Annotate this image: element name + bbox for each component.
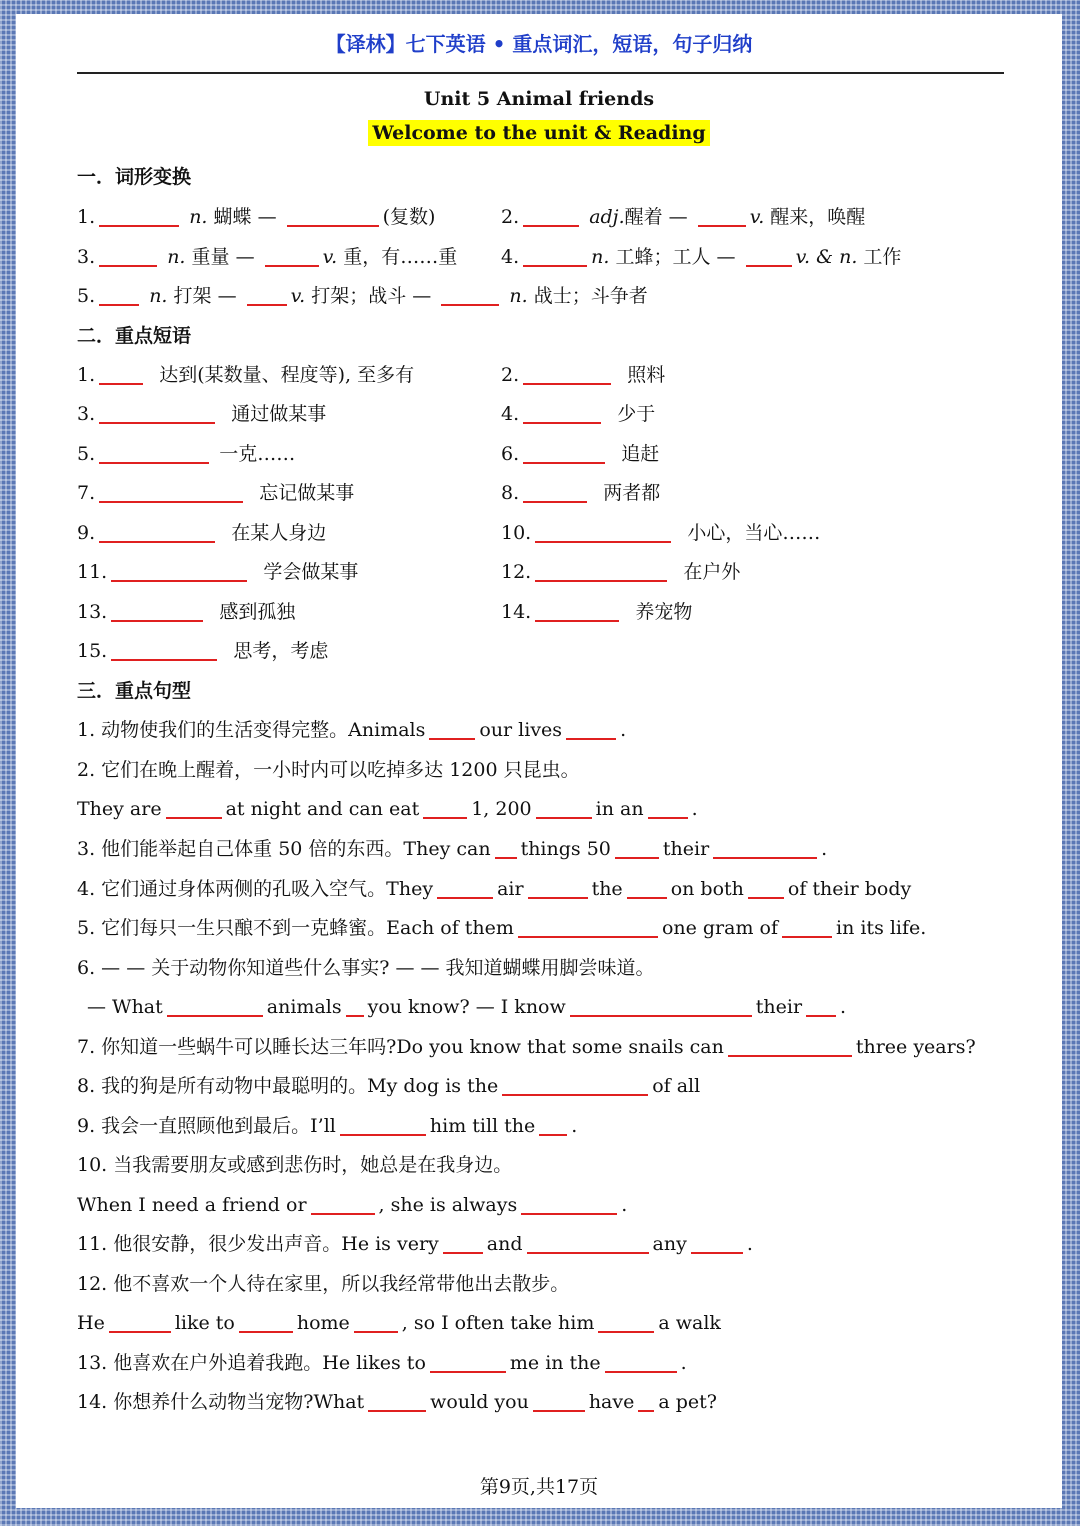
phrase-item bbox=[501, 557, 740, 587]
sentence-item-4 bbox=[77, 874, 911, 904]
chinese-meaning: 忘记做某事 bbox=[259, 482, 355, 504]
answer-blank[interactable] bbox=[523, 442, 605, 464]
worksheet-page bbox=[16, 14, 1062, 1508]
sentence-text: They are bbox=[77, 798, 162, 820]
section-heading-vocab: 一．词形变换 bbox=[77, 166, 192, 188]
answer-blank[interactable] bbox=[536, 797, 592, 819]
phrase-item bbox=[77, 597, 295, 627]
item-number: 6. bbox=[501, 443, 520, 465]
sentence-text: their bbox=[662, 838, 710, 860]
answer-blank[interactable] bbox=[99, 481, 243, 503]
sentence-text: 14. 你想养什么动物当宠物?What bbox=[77, 1391, 365, 1413]
answer-blank[interactable] bbox=[111, 639, 217, 661]
part-of-speech: v. bbox=[290, 285, 306, 307]
answer-blank[interactable] bbox=[111, 560, 247, 582]
dash: — bbox=[217, 285, 237, 307]
sentence-text: . bbox=[571, 1115, 578, 1137]
sentence-item-2 bbox=[77, 755, 580, 785]
chinese-meaning: (复数) bbox=[382, 206, 436, 228]
chinese-meaning: 战士；斗争者 bbox=[533, 285, 648, 307]
phrase-item bbox=[77, 557, 358, 587]
answer-blank[interactable] bbox=[533, 1390, 585, 1412]
sentence-text: in its life. bbox=[836, 917, 927, 939]
answer-blank[interactable] bbox=[441, 284, 499, 306]
sentence-item-6-english bbox=[87, 992, 846, 1022]
answer-blank[interactable] bbox=[437, 877, 493, 899]
item-number: 10. bbox=[501, 522, 532, 544]
answer-blank[interactable] bbox=[518, 916, 658, 938]
answer-blank[interactable] bbox=[354, 1311, 398, 1333]
answer-blank[interactable] bbox=[99, 245, 157, 267]
answer-blank[interactable] bbox=[638, 1390, 654, 1412]
chinese-meaning: 在户外 bbox=[683, 561, 741, 583]
sentence-item-9 bbox=[77, 1111, 577, 1141]
sentence-text: have bbox=[588, 1391, 635, 1413]
sentence-text: 9. 我会一直照顾他到最后。I’ll bbox=[77, 1115, 336, 1137]
chinese-meaning: 重量 bbox=[191, 246, 230, 268]
part-of-speech: n. bbox=[189, 206, 208, 228]
sentence-item-6 bbox=[77, 953, 655, 983]
answer-blank[interactable] bbox=[430, 1351, 506, 1373]
answer-blank[interactable] bbox=[523, 481, 587, 503]
sentence-item-14 bbox=[77, 1387, 717, 1417]
sentence-text: . bbox=[821, 838, 828, 860]
phrase-item bbox=[501, 478, 660, 508]
item-number: 1. bbox=[77, 364, 96, 386]
chinese-meaning: 通过做某事 bbox=[231, 403, 327, 425]
sentence-text: one gram of bbox=[661, 917, 778, 939]
answer-blank[interactable] bbox=[99, 205, 179, 227]
phrase-item bbox=[501, 360, 665, 390]
sentence-text: 3. 他们能举起自己体重 50 倍的东西。They can bbox=[77, 838, 491, 860]
item-number: 13. bbox=[77, 601, 108, 623]
chinese-meaning: 感到孤独 bbox=[219, 601, 296, 623]
dash: — bbox=[235, 246, 255, 268]
answer-blank[interactable] bbox=[99, 521, 215, 543]
answer-blank[interactable] bbox=[605, 1351, 677, 1373]
answer-blank[interactable] bbox=[443, 1232, 483, 1254]
answer-blank[interactable] bbox=[535, 521, 671, 543]
section-heading-sentences: 三．重点句型 bbox=[77, 680, 192, 702]
answer-blank[interactable] bbox=[311, 1193, 375, 1215]
item-number: 9. bbox=[77, 522, 96, 544]
chinese-meaning: 照料 bbox=[627, 364, 666, 386]
sentence-text: like to bbox=[174, 1312, 235, 1334]
sentence-text: their bbox=[755, 996, 803, 1018]
chinese-meaning: 少于 bbox=[617, 403, 656, 425]
sentence-text: would you bbox=[430, 1391, 529, 1413]
answer-blank[interactable] bbox=[167, 995, 263, 1017]
answer-blank[interactable] bbox=[535, 600, 619, 622]
sentence-text: a walk bbox=[658, 1312, 721, 1334]
section-heading-phrases: 二．重点短语 bbox=[77, 325, 192, 347]
answer-blank[interactable] bbox=[698, 205, 746, 227]
sentence-item-11 bbox=[77, 1229, 753, 1259]
item-number: 7. bbox=[77, 482, 96, 504]
sentence-text: 13. 他喜欢在户外追着我跑。He likes to bbox=[77, 1352, 426, 1374]
sentence-text: 11. 他很安静，很少发出声音。He is very bbox=[77, 1233, 439, 1255]
item-number: 3. bbox=[77, 403, 96, 425]
chinese-meaning: 小心，当心…… bbox=[687, 522, 821, 544]
chinese-meaning: 打架 bbox=[173, 285, 212, 307]
sentence-text: 10. 当我需要朋友或感到悲伤时，她总是在我身边。 bbox=[77, 1154, 513, 1176]
sentence-text: 8. 我的狗是所有动物中最聪明的。My dog is the bbox=[77, 1075, 499, 1097]
dash: — bbox=[257, 206, 277, 228]
chinese-meaning: 蝴蝶 bbox=[213, 206, 252, 228]
chinese-meaning: 养宠物 bbox=[635, 601, 693, 623]
answer-blank[interactable] bbox=[627, 877, 667, 899]
sentence-text: him till the bbox=[429, 1115, 536, 1137]
answer-blank[interactable] bbox=[746, 245, 792, 267]
sentence-text: 2. 它们在晚上醒着，一小时内可以吃掉多达 1200 只昆虫。 bbox=[77, 759, 580, 781]
sentence-text: 7. 你知道一些蜗牛可以睡长达三年吗?Do you know that some snails can bbox=[77, 1036, 724, 1058]
sentence-item-2-english bbox=[77, 794, 698, 824]
sentence-text: , she is always bbox=[378, 1194, 518, 1216]
sentence-item-8 bbox=[77, 1071, 700, 1101]
phrase-item bbox=[77, 360, 414, 390]
sentence-text: 4. 它们通过身体两侧的孔吸入空气。They bbox=[77, 878, 434, 900]
sentence-text: . bbox=[680, 1352, 687, 1374]
item-number: 8. bbox=[501, 482, 520, 504]
answer-blank[interactable] bbox=[502, 1074, 648, 1096]
item-number: 12. bbox=[501, 561, 532, 583]
answer-blank[interactable] bbox=[570, 995, 752, 1017]
chinese-meaning: 醒来，唤醒 bbox=[770, 206, 866, 228]
sentence-text: , so I often take him bbox=[401, 1312, 595, 1334]
chinese-meaning: 一克…… bbox=[219, 443, 296, 465]
chinese-meaning: 打架；战斗 bbox=[311, 285, 407, 307]
chinese-meaning: 学会做某事 bbox=[263, 561, 359, 583]
answer-blank[interactable] bbox=[528, 877, 588, 899]
phrase-item bbox=[77, 636, 328, 666]
sentence-text: things 50 bbox=[520, 838, 611, 860]
answer-blank[interactable] bbox=[495, 837, 517, 859]
part-of-speech: v. bbox=[749, 206, 765, 228]
vocab-item-2 bbox=[501, 202, 865, 232]
sentence-item-7 bbox=[77, 1032, 976, 1062]
answer-blank[interactable] bbox=[99, 284, 139, 306]
answer-blank[interactable] bbox=[535, 560, 667, 582]
sentence-item-12-english bbox=[77, 1308, 721, 1338]
answer-blank[interactable] bbox=[429, 718, 475, 740]
phrase-item bbox=[501, 597, 692, 627]
sentence-text: in an bbox=[595, 798, 644, 820]
answer-blank[interactable] bbox=[748, 877, 784, 899]
part-of-speech: v. & n. bbox=[795, 246, 858, 268]
phrase-item bbox=[501, 518, 820, 548]
subtitle: Welcome to the unit & Reading bbox=[368, 120, 709, 146]
item-number: 3. bbox=[77, 246, 96, 268]
sentence-text: of all bbox=[652, 1075, 701, 1097]
phrase-item bbox=[501, 439, 659, 469]
answer-blank[interactable] bbox=[166, 797, 222, 819]
sentence-text: you know? — I know bbox=[367, 996, 566, 1018]
chinese-meaning: 两者都 bbox=[603, 482, 661, 504]
sentence-text: at night and can eat bbox=[225, 798, 420, 820]
chinese-meaning: 重，有……重 bbox=[343, 246, 458, 268]
sentence-text: on both bbox=[670, 878, 744, 900]
chinese-meaning: 思考，考虑 bbox=[233, 640, 329, 662]
item-number: 1. bbox=[77, 206, 96, 228]
sentence-item-1 bbox=[77, 715, 626, 745]
part-of-speech: n. bbox=[167, 246, 186, 268]
chinese-meaning: 工作 bbox=[863, 246, 902, 268]
sentence-text: 5. 它们每只一生只酿不到一克蜂蜜。Each of them bbox=[77, 917, 514, 939]
answer-blank[interactable] bbox=[523, 363, 611, 385]
answer-blank[interactable] bbox=[523, 245, 587, 267]
phrase-item bbox=[501, 399, 655, 429]
vocab-item-1 bbox=[77, 202, 435, 232]
answer-blank[interactable] bbox=[423, 797, 467, 819]
sentence-text: . bbox=[840, 996, 847, 1018]
sentence-text: our lives bbox=[479, 719, 563, 741]
phrase-item bbox=[77, 399, 326, 429]
sentence-item-10 bbox=[77, 1150, 512, 1180]
part-of-speech: n. bbox=[509, 285, 528, 307]
answer-blank[interactable] bbox=[527, 1232, 649, 1254]
dash: — bbox=[668, 206, 688, 228]
sentence-item-5 bbox=[77, 913, 926, 943]
item-number: 5. bbox=[77, 443, 96, 465]
item-number: 5. bbox=[77, 285, 96, 307]
sentence-text: home bbox=[296, 1312, 350, 1334]
dash: — bbox=[412, 285, 432, 307]
answer-blank[interactable] bbox=[247, 284, 287, 306]
page-header: 【译林】七下英语 • 重点词汇，短语，句子归纳 bbox=[325, 32, 753, 56]
part-of-speech: n. bbox=[149, 285, 168, 307]
sentence-text: He bbox=[77, 1312, 105, 1334]
answer-blank[interactable] bbox=[615, 837, 659, 859]
sentence-text: me in the bbox=[509, 1352, 601, 1374]
sentence-text: animals bbox=[266, 996, 342, 1018]
header-rule bbox=[77, 72, 1004, 74]
item-number: 11. bbox=[77, 561, 108, 583]
answer-blank[interactable] bbox=[99, 442, 209, 464]
answer-blank[interactable] bbox=[598, 1311, 654, 1333]
sentence-text: . bbox=[621, 1194, 628, 1216]
part-of-speech: adj. bbox=[589, 206, 625, 228]
sentence-text: the bbox=[591, 878, 623, 900]
answer-blank[interactable] bbox=[239, 1311, 293, 1333]
answer-blank[interactable] bbox=[368, 1390, 426, 1412]
part-of-speech: n. bbox=[591, 246, 610, 268]
answer-blank[interactable] bbox=[340, 1114, 426, 1136]
answer-blank[interactable] bbox=[523, 205, 579, 227]
item-number: 15. bbox=[77, 640, 108, 662]
phrase-item bbox=[77, 518, 326, 548]
item-number: 14. bbox=[501, 601, 532, 623]
vocab-item-5 bbox=[77, 281, 648, 311]
chinese-meaning: 在某人身边 bbox=[231, 522, 327, 544]
sentence-text: . bbox=[620, 719, 627, 741]
answer-blank[interactable] bbox=[713, 837, 817, 859]
chinese-meaning: 醒着 bbox=[624, 206, 663, 228]
answer-blank[interactable] bbox=[539, 1114, 567, 1136]
sentence-text: 6. — — 关于动物你知道些什么事实? — — 我知道蝴蝶用脚尝味道。 bbox=[77, 957, 655, 979]
item-number: 4. bbox=[501, 403, 520, 425]
answer-blank[interactable] bbox=[806, 995, 836, 1017]
sentence-text: When I need a friend or bbox=[77, 1194, 307, 1216]
sentence-text: three years? bbox=[855, 1036, 976, 1058]
answer-blank[interactable] bbox=[111, 600, 203, 622]
answer-blank[interactable] bbox=[99, 402, 215, 424]
answer-blank[interactable] bbox=[346, 995, 364, 1017]
vocab-item-3 bbox=[77, 242, 457, 272]
sentence-text: . bbox=[746, 1233, 753, 1255]
answer-blank[interactable] bbox=[99, 363, 143, 385]
sentence-item-10-english bbox=[77, 1190, 627, 1220]
answer-blank[interactable] bbox=[691, 1232, 743, 1254]
sentence-text: 12. 他不喜欢一个人待在家里，所以我经常带他出去散步。 bbox=[77, 1273, 570, 1295]
part-of-speech: v. bbox=[322, 246, 338, 268]
unit-title: Unit 5 Animal friends bbox=[423, 88, 655, 110]
answer-blank[interactable] bbox=[566, 718, 616, 740]
chinese-meaning: 工蜂；工人 bbox=[615, 246, 711, 268]
answer-blank[interactable] bbox=[265, 245, 319, 267]
sentence-item-12 bbox=[77, 1269, 569, 1299]
sentence-text: — What bbox=[87, 996, 163, 1018]
sentence-text: of their body bbox=[787, 878, 912, 900]
sentence-text: any bbox=[652, 1233, 687, 1255]
sentence-text: . bbox=[691, 798, 698, 820]
sentence-item-13 bbox=[77, 1348, 687, 1378]
phrase-item bbox=[77, 439, 295, 469]
chinese-meaning: 追赶 bbox=[621, 443, 660, 465]
sentence-text: a pet? bbox=[658, 1391, 717, 1413]
sentence-item-3 bbox=[77, 834, 827, 864]
item-number: 2. bbox=[501, 364, 520, 386]
vocab-item-4 bbox=[501, 242, 901, 272]
sentence-text: air bbox=[497, 878, 524, 900]
page-footer: 第9页,共17页 bbox=[479, 1476, 599, 1498]
item-number: 4. bbox=[501, 246, 520, 268]
answer-blank[interactable] bbox=[728, 1035, 852, 1057]
answer-blank[interactable] bbox=[782, 916, 832, 938]
answer-blank[interactable] bbox=[523, 402, 601, 424]
sentence-text: 1. 动物使我们的生活变得完整。Animals bbox=[77, 719, 426, 741]
sentence-text: 1, 200 bbox=[471, 798, 532, 820]
answer-blank[interactable] bbox=[287, 205, 379, 227]
subtitle-wrap bbox=[16, 122, 1062, 144]
item-number: 2. bbox=[501, 206, 520, 228]
answer-blank[interactable] bbox=[521, 1193, 617, 1215]
chinese-meaning: 达到(某数量、程度等), 至多有 bbox=[159, 364, 415, 386]
answer-blank[interactable] bbox=[648, 797, 688, 819]
sentence-text: and bbox=[486, 1233, 523, 1255]
answer-blank[interactable] bbox=[109, 1311, 171, 1333]
phrase-item bbox=[77, 478, 354, 508]
dash: — bbox=[716, 246, 736, 268]
